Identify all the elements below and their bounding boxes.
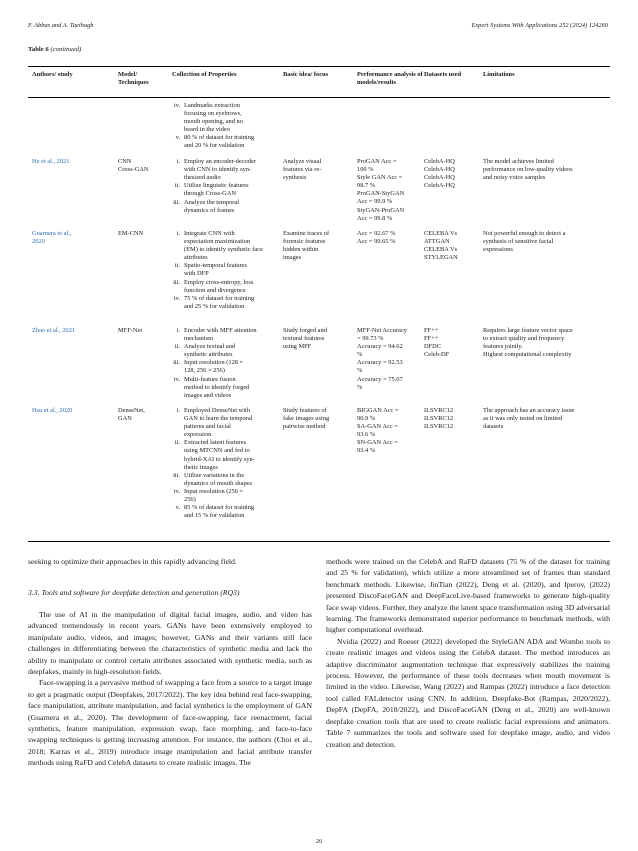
list-item-line: expectation maximization <box>184 238 251 246</box>
dataset-line: CelebA-HQ <box>424 182 455 190</box>
performance-line: ProGAN-StyGAN <box>357 190 405 198</box>
list-item-line: Landmarks extraction <box>184 102 240 109</box>
row-model <box>118 407 168 423</box>
list-numeral: v. <box>175 134 180 142</box>
idea-line: pairwise method <box>283 423 326 431</box>
limitation-line: to extract quality and frequency <box>483 335 565 343</box>
row-datasets <box>424 230 479 262</box>
left-paragraph-2: Face-swapping is a pervasive method of swapping a face from a source to a target image to get a pragmatic output (Deepfakes, 2017/2022). The key idea behind real face-swapping, face manipulation, attribute manipulation, and facial synthetics is the employment of GAN (Guarnera et al., 2020). The development of face-swapping, face reenactment, facial synthetics, feature manipulation, expression swap, face morphing, and face-to-face swapping techniques is getting increasing attention. For instance, the authors (Choi et al., 2018; Karras et al., 2019) introduce image manipulation and facial attribute transfer methods using RaFD and CelebA datasets to create realistic images. The <box>28 678 312 768</box>
list-numeral: iii. <box>173 471 180 479</box>
list-numeral: iv. <box>173 102 180 109</box>
row-model <box>118 158 168 174</box>
performance-line: % <box>357 351 363 359</box>
list-item-line: Extracted latent features <box>184 439 247 447</box>
model-line: CNN <box>118 158 132 165</box>
table-header-rule <box>28 97 610 98</box>
row-author <box>32 158 102 166</box>
limitation-line: Not powerful enough to detect a <box>483 230 566 237</box>
list-numeral: ii. <box>174 439 180 447</box>
col-header-performance: Performance analysis of models/results <box>357 71 423 86</box>
running-header-journal: Expert Systems With Applications 252 (2024) 124260 <box>471 22 608 29</box>
limitation-line: as it was only tested on limited <box>483 415 563 423</box>
row-performance <box>357 230 423 246</box>
row-limitations <box>483 158 610 182</box>
table-caption <box>28 46 81 53</box>
row-datasets <box>424 407 479 431</box>
list-item-line: 85 % of dataset for training <box>184 504 255 512</box>
list-item-line: hybrid-XAI to identify syn- <box>184 455 255 463</box>
performance-line: MFF-Net Accuracy <box>357 327 407 334</box>
list-numeral: iv. <box>173 375 180 383</box>
performance-line: 93.6 % <box>357 431 376 439</box>
dataset-line: Celeb-DF <box>424 351 450 359</box>
row-datasets <box>424 327 479 359</box>
dataset-line: ATTGAN <box>424 238 450 246</box>
row-author <box>32 327 102 335</box>
left-intro-text: seeking to optimize their approaches in this rapidly advancing field. <box>28 557 237 566</box>
left-paragraph-1: The use of AI in the manipulation of digital facial images, audio, and video has advanced tremendously in recent years. GANs have been extensively employed to manipulate audio, videos, and images; however, GANs and their variants still face challenges in differentiating between the characteristics of synthetic media and lack the ability to manipulate or control certain attributes associated with synthetic media, such as deepfakes, mainly in high-resolution fields. <box>28 610 312 677</box>
list-item-line: attributes <box>184 254 208 262</box>
running-header-authors: F. Abbas and A. Taeihagh <box>28 22 94 29</box>
limitation-line: datasets <box>483 423 504 431</box>
row-limitations <box>483 407 610 431</box>
row-basic-idea <box>283 327 353 351</box>
list-item-line: 75 % of dataset for training <box>184 294 255 302</box>
col-header-model: Model/ Techniques <box>118 71 149 86</box>
row-limitations <box>483 327 610 359</box>
page-number: 26 <box>315 838 323 845</box>
model-line: EM-CNN <box>118 230 144 237</box>
row-author <box>32 230 102 246</box>
idea-line: Examine traces of <box>283 230 330 237</box>
list-item-line: patterns and facial <box>184 423 231 431</box>
list-numeral: ii. <box>174 182 180 190</box>
idea-line: fake images using <box>283 415 330 423</box>
list-item-line: dynamics of mouth shapes <box>184 479 252 487</box>
limitation-line: expressions <box>483 246 513 254</box>
idea-line: using MFF <box>283 343 312 351</box>
list-numeral: ii. <box>174 262 180 270</box>
row-performance <box>357 407 423 456</box>
performance-line: ProGAN Acc = <box>357 158 397 165</box>
performance-line: Acc = 99.65 % <box>357 238 396 246</box>
right-column <box>326 556 610 750</box>
performance-line: Accuracy = 94.62 <box>357 343 403 351</box>
list-item-line: and 25 % for validation <box>184 302 245 310</box>
limitation-line: synthesis of sensitive facial <box>483 238 554 246</box>
performance-line: 100 % <box>357 166 374 174</box>
performance-line: Accuracy = 92.53 <box>357 359 403 367</box>
right-paragraph-1: methods were trained on the CelebA and RaFD datasets (75 % of the dataset for training and 25 % for validation), which utilize a more streamlined set of frames than standard benchmark methods. Likewise, JinTian (2022), Deng et al. (2020), and Iperov, (2022) presented DiscoFaceGAN and DeepFaceLive-based frameworks to generate high-quality face swap videos. Further, they analyze the latent space transformation using 3D adversarial learning. The frameworks demonstrated superior performance to benchmark methods, with higher computational overhead. <box>326 557 610 635</box>
right-paragraph-2: Nvidia (2022) and Roeser (2022) developed the StyleGAN ADA and Wombo tools to create realistic images and videos using the CelebA dataset. The method introduces an adaptive discriminator augmentation technique that expressively stabilizes the training process. However, the performance of these tools decreases when mouth movement is limited in the video. Likewise, Wang (2022) and Rampas (2022) introduce a face detection tool called FALdetector using CNN. In addition, Deepfake-Bot (Rampas, 2020/2022), DepFA (DepFA, 2018/2022), and DiscoFaceGAN (Deng et al., 2020) are well-known deepfake creation tools that are used to create realistic facial expressions and animators. Table 7 summarizes the tools and software used for deepfake image, audio, and video creation and detection. <box>326 636 610 749</box>
limitation-line: The approach has an accuracy issue <box>483 407 575 414</box>
list-item-line: Encoder with MFF attention <box>184 327 257 334</box>
idea-line: synthesis <box>283 174 307 182</box>
performance-line: Acc = 99.9 % <box>357 198 393 206</box>
performance-line: = 99.73 % <box>357 335 384 343</box>
list-numeral: ii. <box>174 343 180 351</box>
col-header-limitations: Limitations <box>483 71 515 78</box>
row-basic-idea <box>283 407 353 431</box>
list-numeral: i. <box>176 327 180 334</box>
list-item-line: 80 % of dataset for training <box>184 134 255 142</box>
col-header-datasets: Datasets used <box>424 71 462 78</box>
dataset-line: CelebA-HQ <box>424 174 455 182</box>
limitation-line: Highest computational complexity <box>483 351 572 359</box>
list-numeral: i. <box>176 158 180 165</box>
author-line: Hsu et al., 2020 <box>32 407 73 414</box>
table-top-rule <box>28 66 610 67</box>
table-bottom-rule <box>28 541 610 542</box>
list-item-line: mechanism <box>184 335 214 343</box>
list-item-line: beard in the video <box>184 126 230 134</box>
row-model <box>118 327 168 335</box>
performance-line: SA-GAN Acc = <box>357 423 398 431</box>
list-item-line: with DFP <box>184 270 209 278</box>
author-line: Zhao et al., 2021 <box>32 327 76 334</box>
list-item-line: and 20 % for validation <box>184 142 245 150</box>
list-numeral: iii. <box>173 359 180 367</box>
performance-line: 93.4 % <box>357 447 376 455</box>
idea-line: Study features of <box>283 407 327 414</box>
list-item-line: Multi-feature fusion <box>184 375 236 383</box>
list-item-line: with CNN to identify syn- <box>184 166 252 174</box>
row-limitations <box>483 230 610 254</box>
performance-line: 98.7 % <box>357 182 376 190</box>
row-model <box>118 230 168 238</box>
list-item-line: thesized audio <box>184 174 221 182</box>
list-item-line: Analyze the temporal <box>184 198 240 206</box>
list-item-line: GAN to learn the temporal <box>184 415 253 423</box>
idea-line: hidden within <box>283 246 319 254</box>
list-item-line: Analyze textual and <box>184 343 236 351</box>
dataset-line: ILSVRC12 <box>424 407 454 414</box>
idea-line: textural features <box>283 335 325 343</box>
list-numeral: iv. <box>173 294 180 302</box>
author-line: 2020 <box>32 238 45 246</box>
performance-line: Acc = 99.8 % <box>357 214 393 222</box>
model-line: GAN <box>118 415 132 423</box>
idea-line: features via re- <box>283 166 322 174</box>
list-item-line: (EM) to identify synthetic face <box>184 246 263 254</box>
list-item-line: Employed DenseNet with <box>184 407 251 414</box>
performance-line: StyGAN-ProGAN <box>357 206 405 214</box>
list-item-line: synthetic attributes <box>184 351 233 359</box>
list-item-line: and 15 % for validation <box>184 512 245 520</box>
list-item-line: 128, 256 × 256) <box>184 367 225 375</box>
performance-line: SN-GAN Acc = <box>357 439 398 447</box>
list-item-line: through Cross-GAN <box>184 190 237 198</box>
list-item-line: 256) <box>184 496 196 504</box>
dataset-line: CELEBA Vs <box>424 230 458 237</box>
list-item-line: expression <box>184 431 212 439</box>
left-column <box>28 609 312 769</box>
list-numeral: i. <box>176 230 180 237</box>
row-basic-idea <box>283 158 353 182</box>
list-item-line: mouth opening, and no <box>184 118 243 126</box>
limitation-line: The model achieves limited <box>483 158 554 165</box>
row-performance <box>357 158 423 223</box>
list-item-line: method to identify forged <box>184 383 250 391</box>
list-item-line: thetic images <box>184 463 218 471</box>
list-item-line: Utilize linguistic features <box>184 182 249 190</box>
table-continued: (continued) <box>48 46 82 53</box>
col-header-authors: Authors/ study <box>32 71 73 78</box>
performance-line: Accuracy = 75.07 <box>357 375 403 383</box>
performance-line: BIGGAN Acc = <box>357 407 399 414</box>
list-item-line: focusing on eyebrows, <box>184 110 242 118</box>
limitation-line: performance on low-quality videos <box>483 166 573 174</box>
list-numeral: i. <box>176 407 180 414</box>
list-item-line: Employ cross-entropy, loss <box>184 278 254 286</box>
list-item-line: Input resolution (256 × <box>184 488 244 495</box>
list-item-line: Employ an encoder-decoder <box>184 158 256 165</box>
dataset-line: FF++ <box>424 327 439 334</box>
col-header-properties: Collection of Properties <box>172 71 237 78</box>
list-numeral: iv. <box>173 488 180 495</box>
dataset-line: ILSVRC12 <box>424 423 454 431</box>
col-header-basic-idea: Basic idea/ focus <box>283 71 329 78</box>
list-item-line: function and divergence <box>184 286 246 294</box>
list-item-line: using MTCNN and fed to <box>184 447 250 455</box>
dataset-line: FF++ <box>424 335 439 343</box>
model-line: MFF-Net <box>118 327 143 334</box>
performance-line: 90.9 % <box>357 415 376 423</box>
author-line: Guarnera et al., <box>32 230 72 237</box>
performance-line: Style GAN Acc = <box>357 174 403 182</box>
list-numeral: v. <box>175 504 180 512</box>
performance-line: Acc = 92.67 % <box>357 230 396 237</box>
model-line: Cross-GAN <box>118 166 149 174</box>
dataset-line: DFDC <box>424 343 442 351</box>
row-author <box>32 407 102 415</box>
idea-line: Analyze visual <box>283 158 322 165</box>
model-line: DenseNet, <box>118 407 145 414</box>
limitation-line: features jointly. <box>483 343 523 351</box>
row-datasets <box>424 158 479 190</box>
performance-line: % <box>357 383 363 391</box>
section-heading: 3.3. Tools and software for deepfake detection and generation (RQ3) <box>28 588 240 597</box>
idea-line: forensic features <box>283 238 326 246</box>
dataset-line: CelebA-HQ <box>424 166 455 174</box>
row-basic-idea <box>283 230 353 262</box>
table-label: Table 6 <box>28 46 49 53</box>
list-item-line: Spatio-temporal features <box>184 262 247 270</box>
dataset-line: ILSVRC12 <box>424 415 454 423</box>
list-item-line: images and videos <box>184 391 232 399</box>
list-item-line: Utilize variations in the <box>184 471 245 479</box>
idea-line: images <box>283 254 302 262</box>
list-item-line: Input resolution (128 × <box>184 359 244 367</box>
author-line: He et al., 2021 <box>32 158 70 165</box>
idea-line: Study forged and <box>283 327 327 334</box>
dataset-line: CelebA-HQ <box>424 158 455 165</box>
row-performance <box>357 327 423 392</box>
limitation-line: and noisy voice samples <box>483 174 546 182</box>
list-item-line: dynamics of frames <box>184 206 235 214</box>
dataset-line: CELEBA Vs <box>424 246 458 254</box>
dataset-line: STYLEGAN <box>424 254 458 262</box>
performance-line: % <box>357 367 363 375</box>
list-item-line: Integrate CNN with <box>184 230 235 237</box>
limitation-line: Requires large feature vector space <box>483 327 573 334</box>
list-numeral: iii. <box>173 198 180 206</box>
list-numeral: iii. <box>173 278 180 286</box>
